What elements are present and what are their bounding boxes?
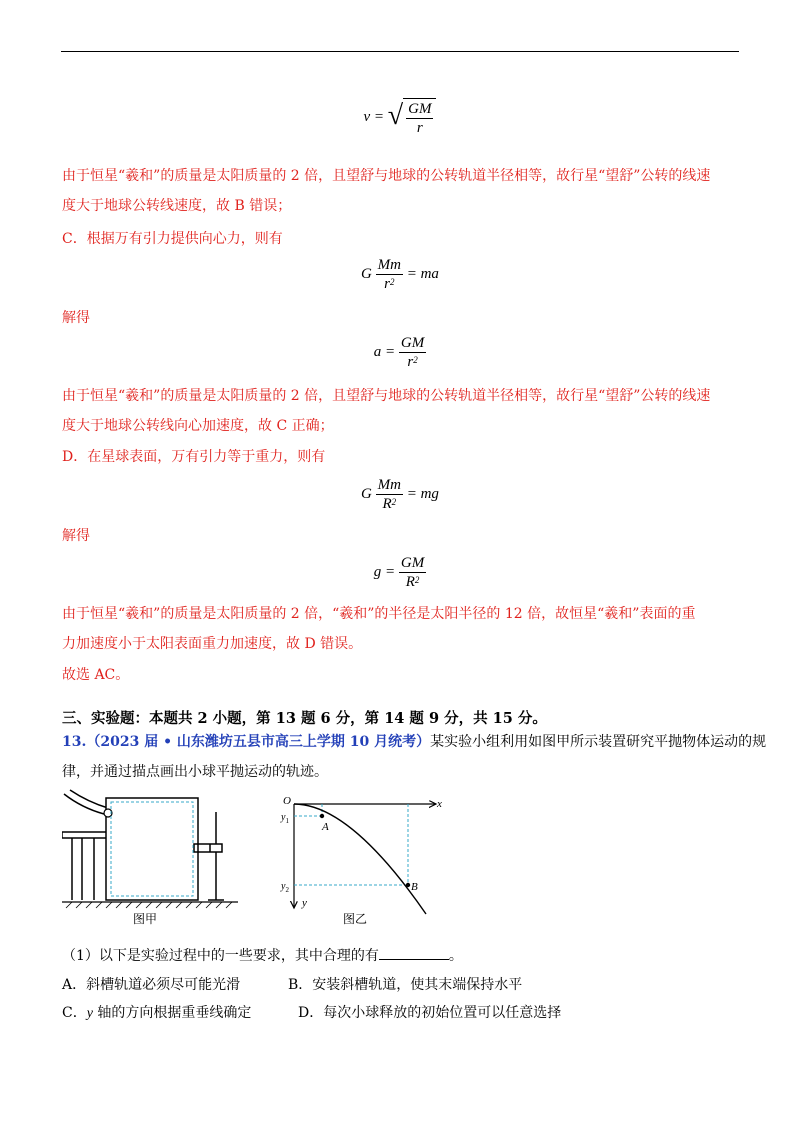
formula-a <box>0 334 800 371</box>
y1-label <box>280 812 289 825</box>
explanation-d <box>62 599 742 659</box>
option-d-statement <box>62 442 742 472</box>
final-answer <box>62 660 742 690</box>
text-line: C．根据万有引力提供向心力，则有 <box>62 231 283 247</box>
text-line: 由于恒星“羲和”的质量是太阳质量的 2 倍，且望舒与地球的公转轨道半径相等，故行星“望舒”公转的线速 <box>62 388 711 404</box>
jiede-1 <box>62 303 742 333</box>
subquestion-text: （1）以下是实验过程中的一些要求，其中合理的有 <box>62 948 379 964</box>
text-line: 由于恒星“羲和”的质量是太阳质量的 2 倍，“羲和”的半径是太阳半径的 12 倍，故恒星“羲和”表面的重 <box>62 606 696 622</box>
a-label: A <box>322 821 329 833</box>
frac-denominator <box>399 573 426 591</box>
option-c-text: 轴的方向根据重垂线确定 <box>92 1005 252 1021</box>
b-label: B <box>411 881 418 893</box>
den-var: r <box>407 354 414 370</box>
option-d: D．每次小球释放的初始位置可以任意选择 <box>298 1005 562 1021</box>
text-line: 解得 <box>62 310 90 326</box>
formula-gravity-c <box>0 256 800 293</box>
frac-denominator: r <box>416 120 423 136</box>
figure-yi-caption: 图乙 <box>343 912 368 926</box>
den-exp: 2 <box>414 575 420 585</box>
option-c-prefix: C． <box>62 1005 87 1021</box>
formula-rhs: = mg <box>406 485 439 502</box>
figure-jia-caption: 图甲 <box>133 912 158 926</box>
explanation-c <box>62 381 742 441</box>
frac-numerator: Mm <box>377 477 401 493</box>
frac-numerator: GM <box>400 335 425 351</box>
den-exp: 2 <box>413 355 418 365</box>
formula-rhs: = ma <box>406 265 439 282</box>
option-b: B．安装斜槽轨道，使其末端保持水平 <box>288 977 523 993</box>
text-line: 度大于地球公转线向心加速度，故 C 正确； <box>62 418 334 434</box>
point-b <box>406 883 410 887</box>
y1-var: y <box>281 812 286 823</box>
header-rule <box>61 51 739 52</box>
text-line: 解得 <box>62 528 90 544</box>
formula-lhs: a = <box>373 343 396 360</box>
frac-numerator: GM <box>408 101 432 117</box>
frac-numerator: GM <box>400 555 425 571</box>
question-source: 13.（2023 届 • 山东潍坊五县市高三上学期 10 月统考） <box>62 734 431 750</box>
question-text: 某实验小组利用如图甲所示装置研究平抛物体运动的规 <box>430 734 767 750</box>
frac-denominator <box>376 495 403 513</box>
frac-denominator <box>399 353 426 371</box>
option-c-statement <box>62 224 742 254</box>
y2-var: y <box>281 881 286 892</box>
answer-blank[interactable] <box>379 947 449 960</box>
sqrt-symbol: √ $\frac{GM}{r}$ <box>388 98 437 137</box>
text-line: 由于恒星“羲和”的质量是太阳质量的 2 倍，且望舒与地球的公转轨道半径相等，故行星“望舒”公转的线速 <box>62 168 711 184</box>
formula-gravity-d <box>0 476 800 513</box>
den-exp: 2 <box>391 497 397 507</box>
point-a <box>320 814 324 818</box>
formula-g: G <box>361 485 372 502</box>
question-13-line2: 律，并通过描点画出小球平抛运动的轨迹。 <box>62 764 328 780</box>
y2-label <box>280 881 289 894</box>
formula-lhs: v = <box>363 108 385 125</box>
option-a: A．斜槽轨道必须尽可能光滑 <box>62 977 241 993</box>
den-var: R <box>382 496 392 512</box>
formula-lhs: g = <box>373 563 396 580</box>
subquestion-end: 。 <box>448 948 463 964</box>
text-line: D．在星球表面，万有引力等于重力，则有 <box>62 449 326 465</box>
x-label: x <box>437 798 442 810</box>
trajectory-curve <box>294 804 426 914</box>
section-heading: 三、实验题：本题共 2 小题，第 13 题 6 分，第 14 题 9 分，共 15 分。 <box>62 710 547 727</box>
den-exp: 2 <box>389 277 395 287</box>
den-var: r <box>384 276 390 292</box>
text-line: 力加速度小于太阳表面重力加速度，故 D 错误。 <box>62 636 363 652</box>
frac-denominator <box>376 275 403 293</box>
text-line: 故选 AC。 <box>62 667 130 683</box>
question-13-line1 <box>62 731 766 753</box>
formula-v <box>0 98 800 137</box>
frac-numerator: Mm <box>377 257 401 273</box>
origin-label: O <box>283 795 291 807</box>
jiede-2 <box>62 521 742 551</box>
subquestion-1 <box>62 945 463 967</box>
option-c <box>62 1002 251 1025</box>
y-label: y <box>302 897 307 909</box>
explanation-b <box>62 161 742 221</box>
figure-jia-apparatus <box>62 788 238 910</box>
figure-yi-trajectory <box>280 792 450 916</box>
den-var: R <box>405 574 415 590</box>
y2-sub: 2 <box>285 886 289 894</box>
formula-g: G <box>361 265 372 282</box>
option-c-var: y <box>86 1006 93 1021</box>
text-line: 度大于地球公转线速度，故 B 错误； <box>62 198 292 214</box>
y1-sub: 1 <box>285 817 289 825</box>
formula-g-surface <box>0 554 800 591</box>
